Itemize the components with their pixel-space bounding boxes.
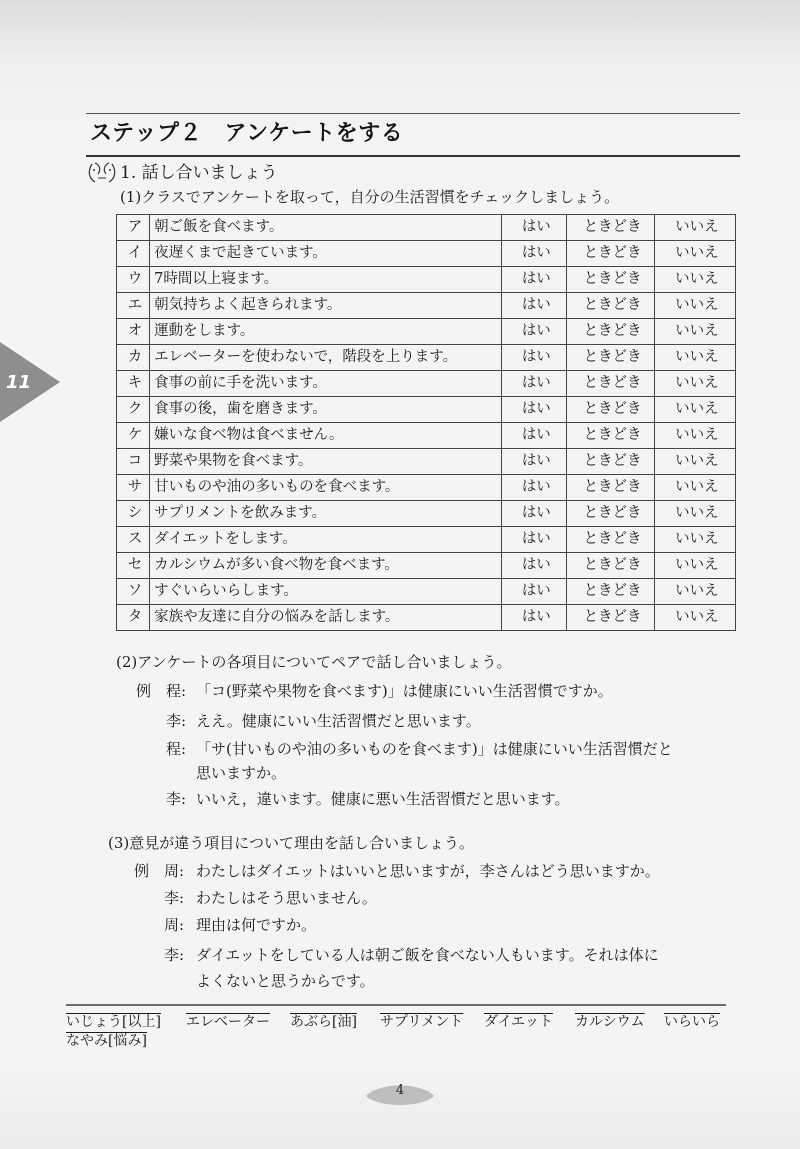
option-sometimes[interactable]: ときどき [567,319,654,345]
row-text: カルシウムが多い食べ物を食べます。 [150,553,502,579]
option-no[interactable]: いいえ [654,397,735,423]
row-text: ダイエットをします。 [150,527,502,553]
option-sometimes[interactable]: ときどき [567,371,654,397]
row-text: 甘いものや油の多いものを食べます。 [150,475,502,501]
vocab-item: エレベーター [186,1014,270,1030]
row-text: 運動をします。 [150,319,502,345]
option-sometimes[interactable]: ときどき [567,553,654,579]
row-text: 7時間以上寝ます。 [150,267,502,293]
option-yes[interactable]: はい [502,501,567,527]
step-title: ステップ２ アンケートをする [90,121,404,146]
row-key: エ [117,293,150,319]
row-key: ウ [117,267,150,293]
table-row [117,553,736,579]
option-no[interactable]: いいえ [654,319,735,345]
option-yes[interactable]: はい [502,605,567,631]
row-key: オ [117,319,150,345]
option-yes[interactable]: はい [502,319,567,345]
chapter-tab-label: 11 [6,372,32,393]
option-sometimes[interactable]: ときどき [567,527,654,553]
heading-bottom-rule [86,155,740,157]
table-row [117,241,736,267]
row-text: 野菜や果物を食べます。 [150,449,502,475]
option-no[interactable]: いいえ [654,501,735,527]
option-no[interactable]: いいえ [654,449,735,475]
table-row [117,345,736,371]
option-no[interactable]: いいえ [654,423,735,449]
option-yes[interactable]: はい [502,475,567,501]
option-no[interactable]: いいえ [654,475,735,501]
option-sometimes[interactable]: ときどき [567,397,654,423]
option-yes[interactable]: はい [502,293,567,319]
table-row [117,319,736,345]
option-yes[interactable]: はい [502,345,567,371]
option-no[interactable]: いいえ [654,605,735,631]
vocab-item: ダイエット [484,1014,553,1030]
option-no[interactable]: いいえ [654,267,735,293]
option-sometimes[interactable]: ときどき [567,501,654,527]
dialogue-line: 理由は何ですか。 [196,916,317,934]
page-number: 4 [395,1083,405,1098]
option-yes[interactable]: はい [502,215,567,241]
table-row [117,449,736,475]
option-no[interactable]: いいえ [654,579,735,605]
option-yes[interactable]: はい [502,267,567,293]
option-yes[interactable]: はい [502,371,567,397]
dialogue-line-continuation: 思いますか。 [196,764,287,782]
speaker-label: 李: [164,946,185,964]
row-text: すぐいらいらします。 [150,579,502,605]
row-text: 朝ご飯を食べます。 [150,215,502,241]
option-sometimes[interactable]: ときどき [567,267,654,293]
table-row [117,267,736,293]
vocab-rule [66,1004,726,1006]
table-row [117,475,736,501]
table-row [117,397,736,423]
speaker-label: 程: [166,740,187,758]
option-sometimes[interactable]: ときどき [567,449,654,475]
row-text: エレベーターを使わないで，階段を上ります。 [150,345,502,371]
row-key: コ [117,449,150,475]
table-row [117,579,736,605]
table-row [117,501,736,527]
row-text: 家族や友達に自分の悩みを話します。 [150,605,502,631]
option-no[interactable]: いいえ [654,553,735,579]
table-row [117,605,736,631]
speaker-label: 李: [166,790,187,808]
option-sometimes[interactable]: ときどき [567,475,654,501]
table-row [117,215,736,241]
row-key: ス [117,527,150,553]
vocab-item: なやみ[悩み] [66,1033,147,1049]
row-text: 夜遅くまで起きています。 [150,241,502,267]
row-text: 朝気持ちよく起きられます。 [150,293,502,319]
heading-top-rule [86,113,740,114]
option-sometimes[interactable]: ときどき [567,423,654,449]
row-key: シ [117,501,150,527]
vocab-item: サプリメント [380,1014,464,1030]
speaker-label: 周: [164,862,185,880]
dialogue-line: わたしはダイエットはいいと思いますが，李さんはどう思いますか。 [196,862,660,880]
option-yes[interactable]: はい [502,449,567,475]
dialogue-line: いいえ，違います。健康に悪い生活習慣だと思います。 [196,790,570,808]
speaker-label: 李: [164,889,185,907]
row-text: 食事の前に手を洗います。 [150,371,502,397]
row-key: カ [117,345,150,371]
row-key: キ [117,371,150,397]
row-text: サプリメントを飲みます。 [150,501,502,527]
option-yes[interactable]: はい [502,423,567,449]
vocab-item: いじょう[以上] [66,1014,161,1030]
q2-example-label: 例 [136,682,152,700]
vocab-item: カルシウム [575,1014,645,1030]
option-no[interactable]: いいえ [654,527,735,553]
option-yes[interactable]: はい [502,553,567,579]
option-no[interactable]: いいえ [654,371,735,397]
row-key: サ [117,475,150,501]
table-row [117,293,736,319]
question3-instruction: (3)意見が違う項目について理由を話し合いましょう。 [108,834,474,852]
option-sometimes[interactable]: ときどき [567,241,654,267]
option-no[interactable]: いいえ [654,215,735,241]
option-yes[interactable]: はい [502,241,567,267]
row-text: 食事の後，歯を磨きます。 [150,397,502,423]
option-yes[interactable]: はい [502,397,567,423]
speaker-label: 周: [164,916,185,934]
dialogue-line: ええ。健康にいい生活習慣だと思います。 [196,712,481,730]
option-no[interactable]: いいえ [654,241,735,267]
vocab-item: あぶら[油] [290,1014,357,1030]
speaker-label: 程: [166,682,187,700]
dialogue-line: 「サ(甘いものや油の多いものを食べます)」は健康にいい生活習慣だと [196,740,673,758]
speaker-label: 李: [166,712,187,730]
row-key: ク [117,397,150,423]
dialogue-line: 「コ(野菜や果物を食べます)」は健康にいい生活習慣ですか。 [196,682,613,700]
section1-title: 1. 話し合いましょう [120,163,278,183]
option-sometimes[interactable]: ときどき [567,215,654,241]
row-key: ア [117,215,150,241]
option-sometimes[interactable]: ときどき [567,605,654,631]
option-yes[interactable]: はい [502,527,567,553]
dialogue-line: ダイエットをしている人は朝ご飯を食べない人もいます。それは体に [196,946,659,964]
row-key: ケ [117,423,150,449]
question1-instruction: (1)クラスでアンケートを取って，自分の生活習慣をチェックしましょう。 [120,188,620,206]
dialogue-line: わたしはそう思いません。 [196,889,377,907]
row-key: セ [117,553,150,579]
chapter-tab [0,342,60,422]
dialogue-faces-icon [86,156,118,186]
dialogue-line-continuation: よくないと思うからです。 [196,972,375,990]
survey-table [116,214,736,631]
option-sometimes[interactable]: ときどき [567,345,654,371]
table-row [117,527,736,553]
option-yes[interactable]: はい [502,579,567,605]
option-no[interactable]: いいえ [654,345,735,371]
table-row [117,423,736,449]
vocab-item: いらいら [664,1014,720,1030]
option-no[interactable]: いいえ [654,293,735,319]
option-sometimes[interactable]: ときどき [567,293,654,319]
row-key: イ [117,241,150,267]
row-key: ソ [117,579,150,605]
table-row [117,371,736,397]
row-text: 嫌いな食べ物は食べません。 [150,423,502,449]
option-sometimes[interactable]: ときどき [567,579,654,605]
row-key: タ [117,605,150,631]
question2-instruction: (2)アンケートの各項目についてペアで話し合いましょう。 [116,653,512,671]
q3-example-label: 例 [134,862,150,880]
